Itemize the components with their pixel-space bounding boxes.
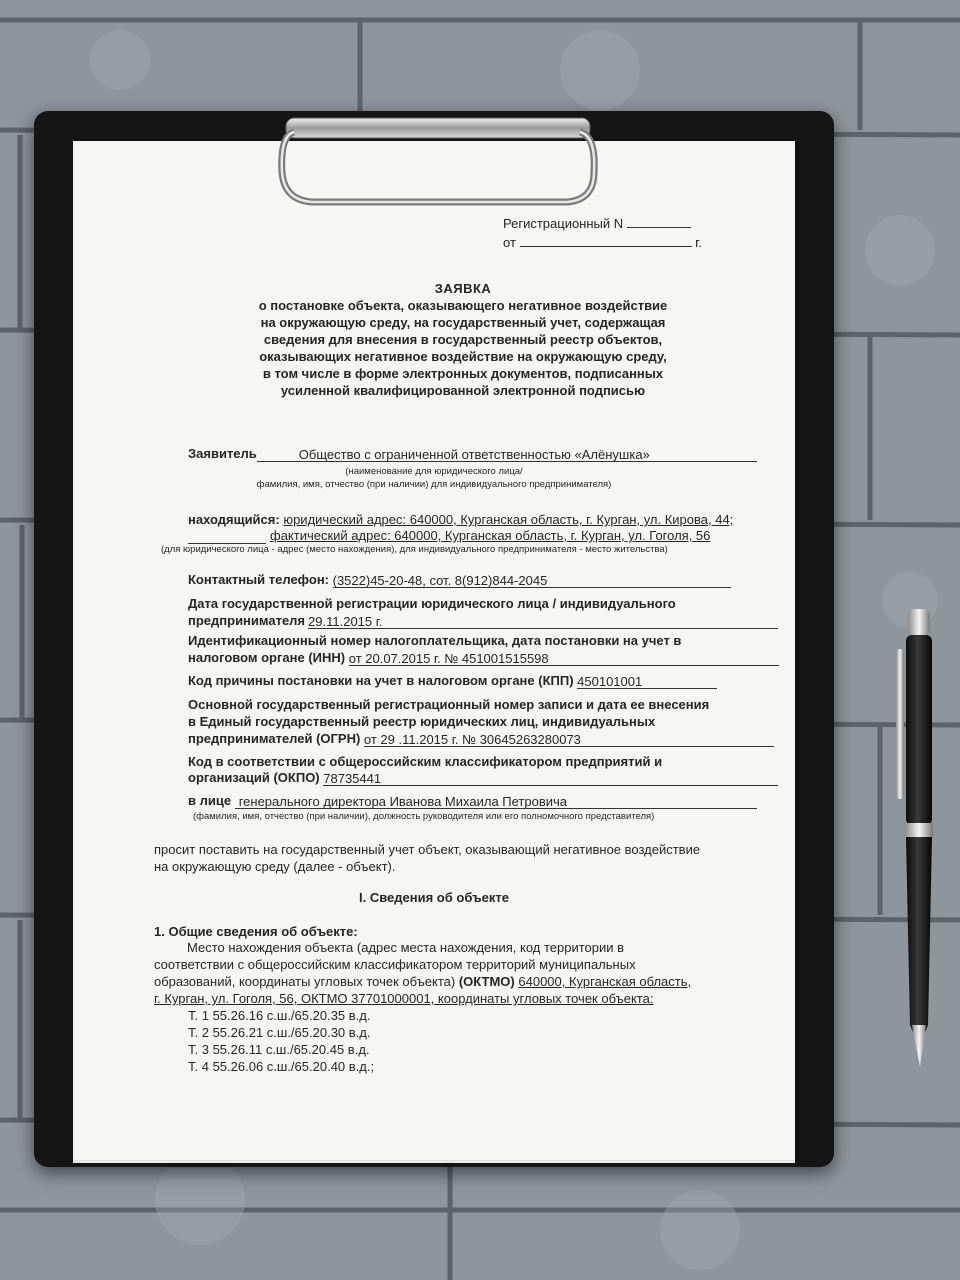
kpp-value: 450101001 <box>577 674 643 689</box>
inn-row: налоговом органе (ИНН) от 20.07.2015 г. № 451001515598 <box>188 649 779 666</box>
corner-point-1: Т. 1 55.26.16 с.ш./65.20.35 в.д. <box>188 1008 371 1023</box>
inn-value: от 20.07.2015 г. № 451001515598 <box>348 651 549 666</box>
legal-address-row: находящийся: юридический адрес: 640000, Курганская область, г. Курган, ул. Кирова, 44; <box>188 512 734 527</box>
okpo-label: Код в соответствии с общероссийским классификатором предприятий и <box>188 754 663 769</box>
request-line-2: на окружающую среду (далее - объект). <box>154 859 396 874</box>
applicant-row: Заявитель Общество с ограниченной ответственностью «Алёнушка» <box>188 445 757 462</box>
representative-hint: (фамилия, имя, отчество (при наличии), должность руководителя или его полномочного представителя) <box>193 811 655 822</box>
document-title: ЗАЯВКА о постановке объекта, оказывающего негативное воздействие на окружающую среду, на государственный учет, содержащая сведения для внесения в государственный реестр объектов, оказывающих негативное воздействие на окружающую среду, в том числе в форме электронных документов, подписанных усиленной квалифицированной электронной подписью <box>258 281 668 398</box>
phone-row: Контактный телефон: (3522)45-20-48, сот. 8(912)844-2045 <box>188 571 731 588</box>
ogrn-label-2: в Единый государственный реестр юридических лиц, индивидуальных <box>188 714 656 729</box>
corner-point-2: Т. 2 55.26.21 с.ш./65.20.30 в.д. <box>188 1025 371 1040</box>
registration-date-label: Дата государственной регистрации юридического лица / индивидуального <box>188 596 676 611</box>
section-subheading: 1. Общие сведения об объекте: <box>154 924 358 939</box>
pen <box>890 605 946 1075</box>
object-location-para-4: г. Курган, ул. Гоголя, 56, ОКТМО 37701000001, координаты угловых точек объекта: <box>154 991 654 1006</box>
document-page <box>73 141 795 1160</box>
object-location-para-2: соответствии с общероссийским классификатором территорий муниципальных <box>154 957 636 972</box>
corner-point-4: Т. 4 55.26.06 с.ш./65.20.40 в.д.; <box>188 1059 375 1074</box>
applicant-hint-2: фамилия, имя, отчество (при наличии) для индивидуального предпринимателя) <box>256 479 612 490</box>
ogrn-row: предпринимателей (ОГРН) от 29 .11.2015 г. № 30645263280073 <box>188 730 774 747</box>
legal-address-value: юридический адрес: 640000, Курганская область, г. Курган, ул. Кирова, 44; <box>283 512 734 527</box>
representative-value: генерального директора Иванова Михаила Петровича <box>238 794 568 809</box>
object-location-para-3: образований, координаты угловых точек объекта) (ОКТМО) 640000, Курганская область, <box>154 974 692 989</box>
location-hint: (для юридического лица - адрес (место нахождения), для индивидуального предпринимателя - место жительства) <box>161 544 668 555</box>
registration-number-line: Регистрационный N <box>503 214 691 232</box>
corner-point-3: Т. 3 55.26.11 с.ш./65.20.45 в.д. <box>188 1042 370 1057</box>
representative-row: в лице генерального директора Иванова Михаила Петровича <box>188 792 757 809</box>
okpo-value: 78735441 <box>323 771 382 786</box>
ogrn-label-1: Основной государственный регистрационный номер записи и дата ее внесения <box>188 697 710 712</box>
okpo-row: организаций (ОКПО) 78735441 <box>188 769 778 786</box>
inn-label: Идентификационный номер налогоплательщика, дата постановки на учет в <box>188 633 682 648</box>
registration-date-line: от г. <box>503 235 702 250</box>
section-heading: I. Сведения об объекте <box>359 890 509 905</box>
request-line-1: просит поставить на государственный учет объект, оказывающий негативное воздействие <box>154 842 701 857</box>
actual-address-row <box>188 527 710 544</box>
clipboard-clip <box>272 112 602 212</box>
applicant-hint-1: (наименование для юридического лица/ <box>345 466 523 477</box>
object-location-para-1: Место нахождения объекта (адрес места нахождения, код территории в <box>187 940 625 955</box>
registration-date-value: 29.11.2015 г. <box>308 614 383 629</box>
actual-address-value: фактический адрес: 640000, Курганская область, г. Курган, ул. Гоголя, 56 <box>270 528 711 543</box>
kpp-row: Код причины постановки на учет в налоговом органе (КПП) 450101001 <box>188 672 717 689</box>
registration-date-row: предпринимателя 29.11.2015 г. <box>188 612 778 629</box>
oktmo-value: 640000, Курганская область, <box>518 974 692 989</box>
phone-value: (3522)45-20-48, сот. 8(912)844-2045 <box>332 573 548 588</box>
ogrn-value: от 29 .11.2015 г. № 30645263280073 <box>363 732 581 747</box>
applicant-value: Общество с ограниченной ответственностью «Алёнушка» <box>298 447 650 462</box>
